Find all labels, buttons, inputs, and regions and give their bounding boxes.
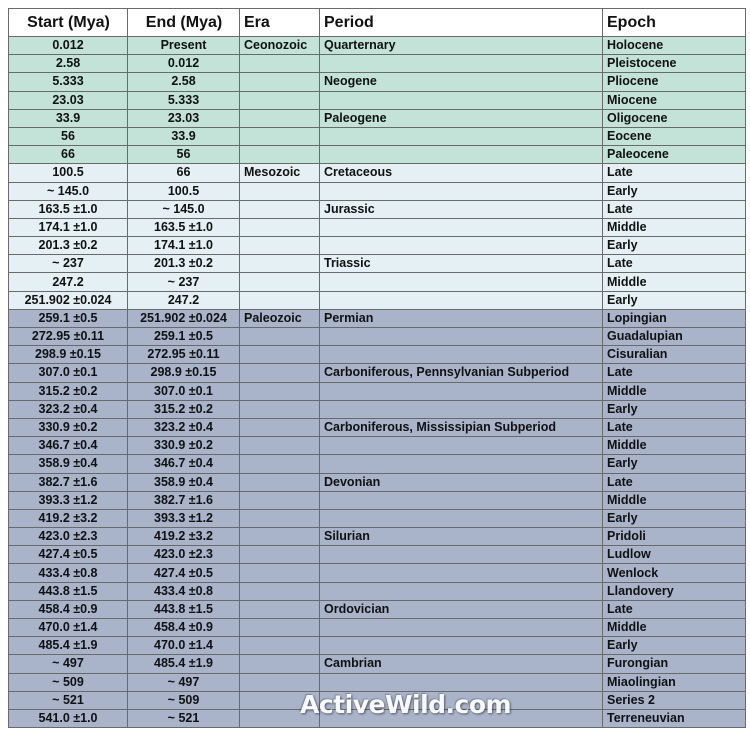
table-row [9,291,746,309]
end-cell: 298.9 ±0.15 [128,364,240,382]
start-cell: 315.2 ±0.2 [9,382,128,400]
era-cell [240,400,320,418]
period-cell [320,346,603,364]
period-cell: Quarternary [320,37,603,55]
era-cell [240,200,320,218]
table-row [9,273,746,291]
period-cell [320,491,603,509]
period-cell: Jurassic [320,200,603,218]
table-row [9,582,746,600]
header-row [9,9,746,37]
end-cell: 201.3 ±0.2 [128,255,240,273]
epoch-cell: Early [603,400,746,418]
period-cell [320,127,603,145]
period-cell [320,291,603,309]
table-row [9,328,746,346]
end-cell: 458.4 ±0.9 [128,619,240,637]
end-cell: ~ 145.0 [128,200,240,218]
epoch-cell: Late [603,200,746,218]
period-cell [320,382,603,400]
table-row [9,600,746,618]
table-row [9,109,746,127]
era-cell [240,600,320,618]
epoch-cell: Early [603,182,746,200]
era-cell [240,237,320,255]
era-cell [240,255,320,273]
period-cell [320,400,603,418]
table-row [9,509,746,527]
start-cell: 33.9 [9,109,128,127]
end-cell: 382.7 ±1.6 [128,491,240,509]
period-cell [320,237,603,255]
end-cell: Present [128,37,240,55]
table-row [9,528,746,546]
start-cell: ~ 521 [9,691,128,709]
epoch-cell: Wenlock [603,564,746,582]
epoch-cell: Cisuralian [603,346,746,364]
era-cell [240,437,320,455]
table-row [9,237,746,255]
end-cell: ~ 237 [128,273,240,291]
table-row [9,364,746,382]
start-cell: 443.8 ±1.5 [9,582,128,600]
era-cell [240,546,320,564]
table-row [9,382,746,400]
table-row [9,491,746,509]
period-cell [320,709,603,727]
epoch-cell: Paleocene [603,146,746,164]
end-cell: 247.2 [128,291,240,309]
epoch-cell: Middle [603,382,746,400]
start-cell: 5.333 [9,73,128,91]
period-cell [320,218,603,236]
end-cell: 330.9 ±0.2 [128,437,240,455]
epoch-cell: Middle [603,273,746,291]
start-cell: 201.3 ±0.2 [9,237,128,255]
start-cell: 259.1 ±0.5 [9,309,128,327]
epoch-cell: Middle [603,619,746,637]
era-cell [240,655,320,673]
end-cell: 23.03 [128,109,240,127]
start-cell: 307.0 ±0.1 [9,364,128,382]
start-cell: 393.3 ±1.2 [9,491,128,509]
epoch-cell: Late [603,600,746,618]
end-cell: 358.9 ±0.4 [128,473,240,491]
table-row [9,146,746,164]
era-cell: Paleozoic [240,309,320,327]
start-cell: ~ 497 [9,655,128,673]
table-row [9,546,746,564]
start-cell: 174.1 ±1.0 [9,218,128,236]
epoch-cell: Middle [603,218,746,236]
table-row [9,473,746,491]
era-cell [240,582,320,600]
epoch-cell: Holocene [603,37,746,55]
header-era: Era [240,9,320,37]
end-cell: 174.1 ±1.0 [128,237,240,255]
epoch-cell: Series 2 [603,691,746,709]
era-cell [240,709,320,727]
header-start: Start (Mya) [9,9,128,37]
table-row [9,127,746,145]
epoch-cell: Ludlow [603,546,746,564]
period-cell: Carboniferous, Pennsylvanian Subperiod [320,364,603,382]
table-row [9,400,746,418]
period-cell [320,509,603,527]
period-cell [320,564,603,582]
watermark-logo: ActiveWild.com [300,690,512,719]
era-cell [240,273,320,291]
era-cell [240,146,320,164]
start-cell: 330.9 ±0.2 [9,418,128,436]
start-cell: ~ 145.0 [9,182,128,200]
period-cell [320,546,603,564]
end-cell: 443.8 ±1.5 [128,600,240,618]
era-cell: Ceonozoic [240,37,320,55]
table-row [9,673,746,691]
era-cell [240,528,320,546]
period-cell [320,55,603,73]
table-row [9,619,746,637]
end-cell: 307.0 ±0.1 [128,382,240,400]
era-cell [240,91,320,109]
table-row [9,637,746,655]
epoch-cell: Furongian [603,655,746,673]
epoch-cell: Late [603,164,746,182]
epoch-cell: Guadalupian [603,328,746,346]
end-cell: 393.3 ±1.2 [128,509,240,527]
end-cell: 0.012 [128,55,240,73]
table-row [9,182,746,200]
start-cell: 382.7 ±1.6 [9,473,128,491]
start-cell: 56 [9,127,128,145]
end-cell: ~ 497 [128,673,240,691]
end-cell: 251.902 ±0.024 [128,309,240,327]
epoch-cell: Early [603,637,746,655]
end-cell: ~ 521 [128,709,240,727]
era-cell [240,382,320,400]
end-cell: 2.58 [128,73,240,91]
era-cell: Mesozoic [240,164,320,182]
period-cell: Ordovician [320,600,603,618]
era-cell [240,55,320,73]
epoch-cell: Early [603,291,746,309]
end-cell: 423.0 ±2.3 [128,546,240,564]
start-cell: 358.9 ±0.4 [9,455,128,473]
start-cell: 247.2 [9,273,128,291]
epoch-cell: Early [603,237,746,255]
period-cell: Triassic [320,255,603,273]
end-cell: 433.4 ±0.8 [128,582,240,600]
era-cell [240,291,320,309]
start-cell: 541.0 ±1.0 [9,709,128,727]
start-cell: 485.4 ±1.9 [9,637,128,655]
era-cell [240,691,320,709]
header-period: Period [320,9,603,37]
period-cell: Cambrian [320,655,603,673]
table-row [9,91,746,109]
end-cell: 163.5 ±1.0 [128,218,240,236]
epoch-cell: Lopingian [603,309,746,327]
end-cell: 100.5 [128,182,240,200]
start-cell: 419.2 ±3.2 [9,509,128,527]
start-cell: 470.0 ±1.4 [9,619,128,637]
end-cell: 470.0 ±1.4 [128,637,240,655]
start-cell: ~ 237 [9,255,128,273]
epoch-cell: Pridoli [603,528,746,546]
period-cell [320,182,603,200]
header-epoch: Epoch [603,9,746,37]
start-cell: 23.03 [9,91,128,109]
table-row [9,564,746,582]
end-cell: 56 [128,146,240,164]
era-cell [240,218,320,236]
table-row [9,455,746,473]
geologic-time-table-container [8,8,745,728]
end-cell: 272.95 ±0.11 [128,346,240,364]
era-cell [240,418,320,436]
era-cell [240,73,320,91]
epoch-cell: Middle [603,437,746,455]
epoch-cell: Early [603,509,746,527]
epoch-cell: Late [603,473,746,491]
epoch-cell: Pleistocene [603,55,746,73]
period-cell [320,328,603,346]
period-cell [320,91,603,109]
table-row [9,55,746,73]
end-cell: 5.333 [128,91,240,109]
end-cell: ~ 509 [128,691,240,709]
era-cell [240,637,320,655]
header-end: End (Mya) [128,9,240,37]
table-row [9,200,746,218]
period-cell [320,582,603,600]
period-cell [320,273,603,291]
start-cell: 346.7 ±0.4 [9,437,128,455]
table-row [9,218,746,236]
period-cell [320,619,603,637]
period-cell [320,146,603,164]
era-cell [240,491,320,509]
start-cell: 427.4 ±0.5 [9,546,128,564]
epoch-cell: Late [603,255,746,273]
era-cell [240,509,320,527]
start-cell: 2.58 [9,55,128,73]
table-row [9,655,746,673]
end-cell: 419.2 ±3.2 [128,528,240,546]
era-cell [240,328,320,346]
start-cell: 66 [9,146,128,164]
era-cell [240,473,320,491]
period-cell: Silurian [320,528,603,546]
end-cell: 323.2 ±0.4 [128,418,240,436]
era-cell [240,364,320,382]
table-row [9,709,746,727]
period-cell [320,637,603,655]
epoch-cell: Middle [603,491,746,509]
end-cell: 315.2 ±0.2 [128,400,240,418]
end-cell: 346.7 ±0.4 [128,455,240,473]
epoch-cell: Pliocene [603,73,746,91]
epoch-cell: Llandovery [603,582,746,600]
era-cell [240,673,320,691]
start-cell: 323.2 ±0.4 [9,400,128,418]
period-cell: Cretaceous [320,164,603,182]
end-cell: 485.4 ±1.9 [128,655,240,673]
start-cell: 433.4 ±0.8 [9,564,128,582]
start-cell: 251.902 ±0.024 [9,291,128,309]
era-cell [240,109,320,127]
table-row [9,164,746,182]
epoch-cell: Late [603,364,746,382]
period-cell: Carboniferous, Mississipian Subperiod [320,418,603,436]
epoch-cell: Terreneuvian [603,709,746,727]
epoch-cell: Miocene [603,91,746,109]
start-cell: 423.0 ±2.3 [9,528,128,546]
epoch-cell: Late [603,418,746,436]
period-cell [320,455,603,473]
end-cell: 427.4 ±0.5 [128,564,240,582]
table-row [9,346,746,364]
era-cell [240,564,320,582]
start-cell: 100.5 [9,164,128,182]
start-cell: 298.9 ±0.15 [9,346,128,364]
table-header [9,9,746,37]
table-row [9,437,746,455]
table-row [9,73,746,91]
era-cell [240,346,320,364]
start-cell: 163.5 ±1.0 [9,200,128,218]
start-cell: 0.012 [9,37,128,55]
start-cell: 272.95 ±0.11 [9,328,128,346]
table-row [9,255,746,273]
era-cell [240,182,320,200]
period-cell: Permian [320,309,603,327]
table-row [9,691,746,709]
end-cell: 66 [128,164,240,182]
era-cell [240,619,320,637]
epoch-cell: Oligocene [603,109,746,127]
start-cell: ~ 509 [9,673,128,691]
geologic-time-table [8,8,746,728]
table-row [9,37,746,55]
period-cell [320,437,603,455]
period-cell: Neogene [320,73,603,91]
end-cell: 33.9 [128,127,240,145]
period-cell [320,673,603,691]
epoch-cell: Miaolingian [603,673,746,691]
start-cell: 458.4 ±0.9 [9,600,128,618]
table-row [9,309,746,327]
epoch-cell: Early [603,455,746,473]
era-cell [240,455,320,473]
period-cell: Paleogene [320,109,603,127]
table-row [9,418,746,436]
period-cell: Devonian [320,473,603,491]
period-cell [320,691,603,709]
era-cell [240,127,320,145]
table-body [9,37,746,728]
end-cell: 259.1 ±0.5 [128,328,240,346]
epoch-cell: Eocene [603,127,746,145]
